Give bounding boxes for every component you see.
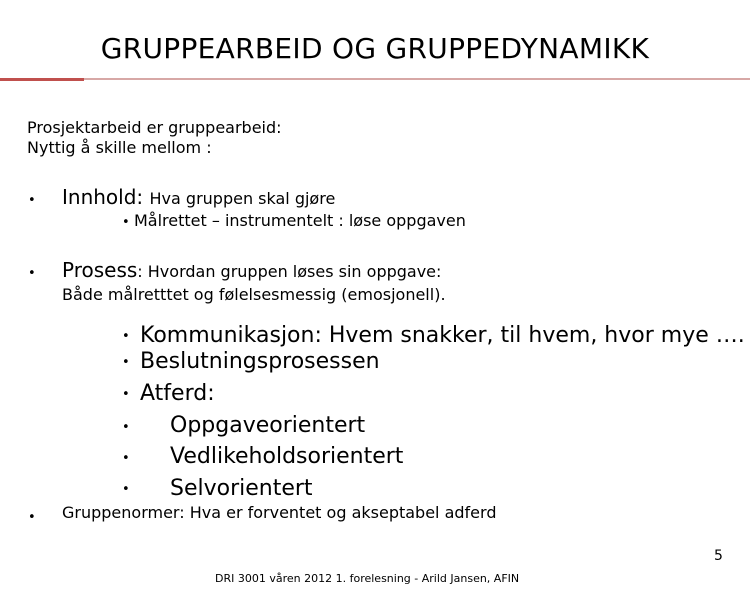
bullet-icon: • — [28, 193, 36, 208]
bullet-icon: • — [122, 329, 130, 344]
item-prosess-rest: : Hvordan gruppen løses sin oppgave: — [137, 262, 442, 281]
title-rule — [84, 78, 750, 80]
item-prosess — [62, 258, 441, 282]
sub-item-atferd: Atferd: — [140, 381, 215, 406]
slide-footer: DRI 3001 våren 2012 1. forelesning - Arild Jansen, AFIN — [215, 572, 520, 585]
sub-item-oppgave: Oppgaveorientert — [170, 413, 366, 438]
bullet-icon: • — [28, 510, 36, 525]
item-gruppenormer: Gruppenormer: Hva er forventet og akseptabel adferd — [62, 503, 497, 522]
item-prosess-head: Prosess — [62, 258, 138, 282]
sub-item-selv: Selvorientert — [170, 476, 313, 501]
page-number: 5 — [714, 548, 723, 564]
bullet-icon: • — [122, 387, 130, 402]
intro-line-2: Nyttig å skille mellom : — [27, 138, 212, 157]
sub-item-vedlikehold: Vedlikeholdsorientert — [170, 444, 404, 469]
sub-item-beslutning: Beslutningsprosessen — [140, 349, 380, 374]
item-innhold-sub: Målrettet – instrumentelt : løse oppgaven — [134, 211, 466, 230]
bullet-icon: • — [122, 355, 130, 370]
bullet-icon: • — [122, 420, 130, 435]
bullet-icon: • — [122, 215, 130, 230]
bullet-icon: • — [122, 451, 130, 466]
title-rule-accent — [0, 78, 84, 81]
sub-item-kommunikasjon: Kommunikasjon: Hvem snakker, til hvem, hvor mye …. — [140, 323, 745, 348]
item-prosess-sub: Både målretttet og følelsesmessig (emosjonell). — [62, 285, 446, 304]
item-innhold — [62, 185, 335, 209]
intro-line-1: Prosjektarbeid er gruppearbeid: — [27, 118, 282, 137]
item-innhold-head: Innhold: — [62, 185, 144, 209]
bullet-icon: • — [122, 482, 130, 497]
bullet-icon: • — [28, 266, 36, 281]
item-innhold-rest: gruppen skal gjøre — [180, 189, 336, 208]
item-innhold-bold: Hva — [149, 189, 181, 208]
slide-title: GRUPPEARBEID OG GRUPPEDYNAMIKK — [100, 32, 650, 65]
